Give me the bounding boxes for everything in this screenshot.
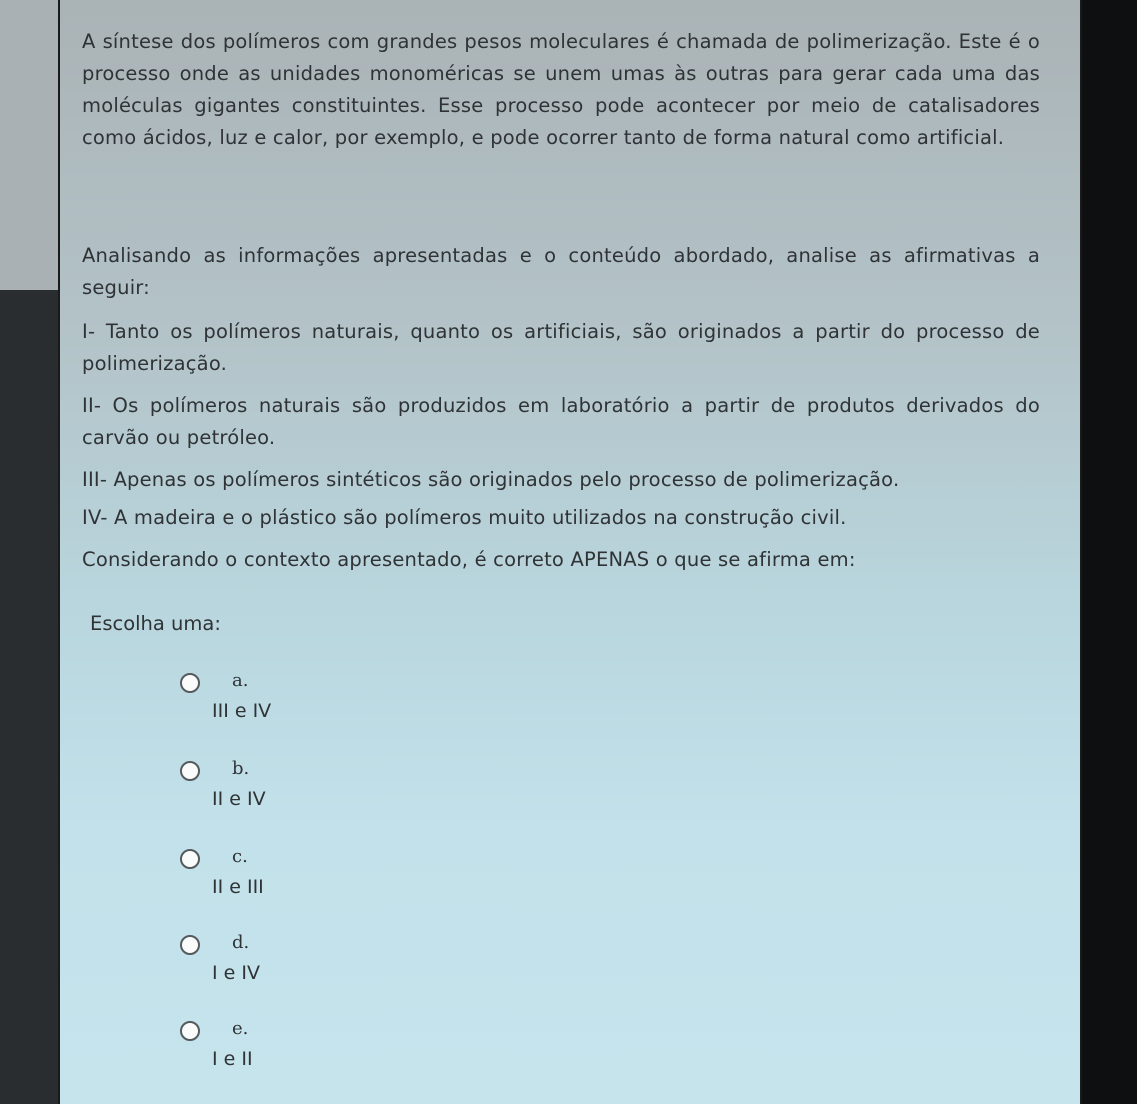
radio-button-b[interactable] [180, 761, 200, 781]
answer-option-d[interactable] [180, 930, 580, 1000]
radio-button-c[interactable] [180, 849, 200, 869]
option-letter-e: e. [232, 1018, 249, 1039]
question-intro-text: A síntese dos polímeros com grandes pesos moleculares é chamada de polimerização. Este é o processo onde as unidades monoméricas se unem umas às outras para gerar cada uma das moléculas gigantes constituintes. Esse processo pode acontecer por meio de catalisadores como ácidos, luz e calor, por exemplo, e pode ocorrer tanto de forma natural como artificial. [82, 30, 1040, 149]
option-letter-c: c. [232, 846, 248, 867]
option-text-a[interactable]: III e IV [212, 700, 272, 722]
radio-button-d[interactable] [180, 935, 200, 955]
answer-option-a[interactable] [180, 668, 580, 738]
question-prompt: Analisando as informações apresentadas e o conteúdo abordado, analise as afirmativas a seguir: [82, 244, 1040, 299]
answer-option-c[interactable] [180, 844, 580, 914]
radio-button-a[interactable] [180, 673, 200, 693]
radio-button-e[interactable] [180, 1021, 200, 1041]
left-sidebar-highlight [0, 0, 58, 290]
question-panel [60, 0, 1080, 1104]
statement-4: IV- A madeira e o plástico são polímeros muito utilizados na construção civil. [82, 506, 847, 529]
statement-2: II- Os polímeros naturais são produzidos em laboratório a partir de produtos derivados do carvão ou petróleo. [82, 394, 1040, 449]
statement-3: III- Apenas os polímeros sintéticos são originados pelo processo de polimerização. [82, 468, 900, 491]
option-letter-b: b. [232, 758, 250, 779]
option-letter-a: a. [232, 670, 249, 691]
option-letter-d: d. [232, 932, 250, 953]
option-text-b[interactable]: II e IV [212, 788, 266, 810]
choose-one-label: Escolha uma: [90, 612, 221, 635]
answer-option-b[interactable] [180, 756, 580, 826]
option-text-d[interactable]: I e IV [212, 962, 260, 984]
statement-1: I- Tanto os polímeros naturais, quanto os artificiais, são originados a partir do processo de polimerização. [82, 320, 1040, 375]
question-instruction: Considerando o contexto apresentado, é correto APENAS o que se afirma em: [82, 548, 856, 571]
option-text-c[interactable]: II e III [212, 876, 264, 898]
left-sidebar-strip [0, 0, 58, 1104]
answer-option-e[interactable] [180, 1016, 580, 1086]
option-text-e[interactable]: I e II [212, 1048, 253, 1070]
right-dark-strip [1082, 0, 1137, 1104]
